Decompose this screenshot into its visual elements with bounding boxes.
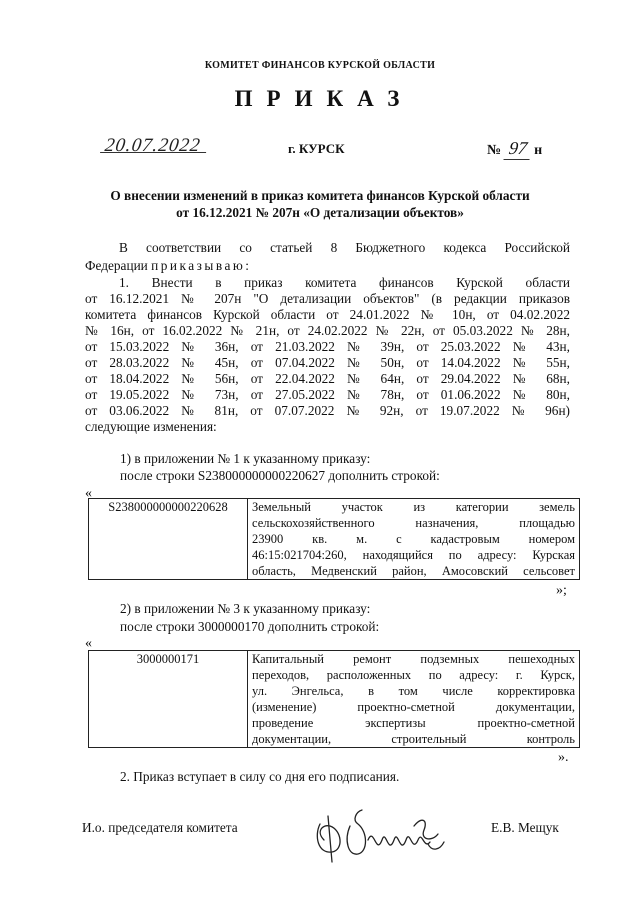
insert-table-2	[88, 650, 580, 748]
heading-line: О внесении изменений в приказ комитета финансов Курской области	[110, 188, 530, 203]
subitem2-title: 2) в приложении № 3 к указанному приказу:	[120, 601, 371, 616]
item2-paragraph: 2. Приказ вступает в силу со дня его подписания.	[120, 769, 400, 784]
signatory-role: И.о. председателя комитета	[82, 820, 238, 835]
item1-line: от 18.04.2022 № 56н, от 22.04.2022 № 64н, от 29.04.2022 № 68н,	[85, 371, 570, 386]
document-type-title: ПРИКАЗ	[234, 86, 414, 111]
close-quote-1: »;	[556, 583, 567, 598]
item1-line: от 03.06.2022 № 81н, от 07.07.2022 № 92н, от 19.07.2022 № 96н)	[85, 403, 570, 418]
subitem1-after: после строки S238000000000220627 дополнить строкой:	[120, 468, 440, 483]
table-desc-cell: Земельный участок из категории земель сельскохозяйственного назначения, площадью 23900 кв. м. с кадастровым номером 46:15:021704:260, находящийся по адресу: Курская область, Медвенский район, Амосовский сельсовет	[248, 499, 580, 580]
insert-table-1	[88, 498, 580, 580]
table-code-cell: S238000000000220628	[89, 499, 248, 580]
organization-name: КОМИТЕТ ФИНАНСОВ КУРСКОЙ ОБЛАСТИ	[204, 60, 436, 71]
item1-paragraph	[85, 275, 570, 435]
item1-line: от 15.03.2022 № 36н, от 21.03.2022 № 39н, от 25.03.2022 № 43н,	[85, 339, 570, 354]
document-number	[487, 138, 542, 160]
subitem2-after: после строки 3000000170 дополнить строкой:	[120, 619, 380, 634]
signatory-name: Е.В. Мещук	[491, 820, 559, 835]
item1-end: следующие изменения:	[85, 419, 217, 434]
open-quote: «	[85, 486, 92, 501]
intro-line-2: Федерации приказываю:	[85, 258, 252, 273]
table-row	[89, 651, 580, 748]
subitem1-title: 1) в приложении № 1 к указанному приказу:	[120, 451, 371, 466]
number-suffix: н	[534, 143, 543, 158]
item1-line: от 16.12.2021 № 207н "О детализации объектов" (в редакции приказов	[85, 291, 570, 306]
handwritten-signature	[310, 796, 460, 871]
number-value: 97	[503, 138, 532, 160]
order-heading	[60, 187, 580, 221]
item1-line: от 19.05.2022 № 73н, от 27.05.2022 № 78н, от 01.06.2022 № 80н,	[85, 387, 570, 402]
intro-line: В соответствии со статьей 8 Бюджетного кодекса Российской	[119, 240, 570, 255]
close-quote-2: ».	[558, 750, 569, 765]
number-prefix: №	[487, 143, 502, 158]
heading-line: от 16.12.2021 № 207н «О детализации объектов»	[176, 205, 464, 220]
item1-line: № 16н, от 16.02.2022 № 21н, от 24.02.2022 № 22н, от 05.03.2022 № 28н,	[85, 323, 570, 338]
table-row	[89, 499, 580, 580]
document-city: г. КУРСК	[288, 141, 345, 156]
table-desc-cell: Капитальный ремонт подземных пешеходных переходов, расположенных по адресу: г. Курск, ул. Энгельса, в том числе корректировка (изменение) проектно-сметной документации, проведение экспертизы проектно-сметной документации, строительный контроль	[248, 651, 580, 748]
item1-line: комитета финансов Курской области от 24.01.2022 № 10н, от 04.02.2022	[85, 307, 570, 322]
table-code-cell: 3000000171	[89, 651, 248, 748]
document-date: 20.07.2022	[103, 135, 203, 156]
item1-line: от 28.03.2022 № 45н, от 07.04.2022 № 50н, от 14.04.2022 № 55н,	[85, 355, 570, 370]
open-quote: «	[85, 636, 92, 651]
item1-line: 1. Внести в приказ комитета финансов Курской области	[119, 275, 570, 290]
